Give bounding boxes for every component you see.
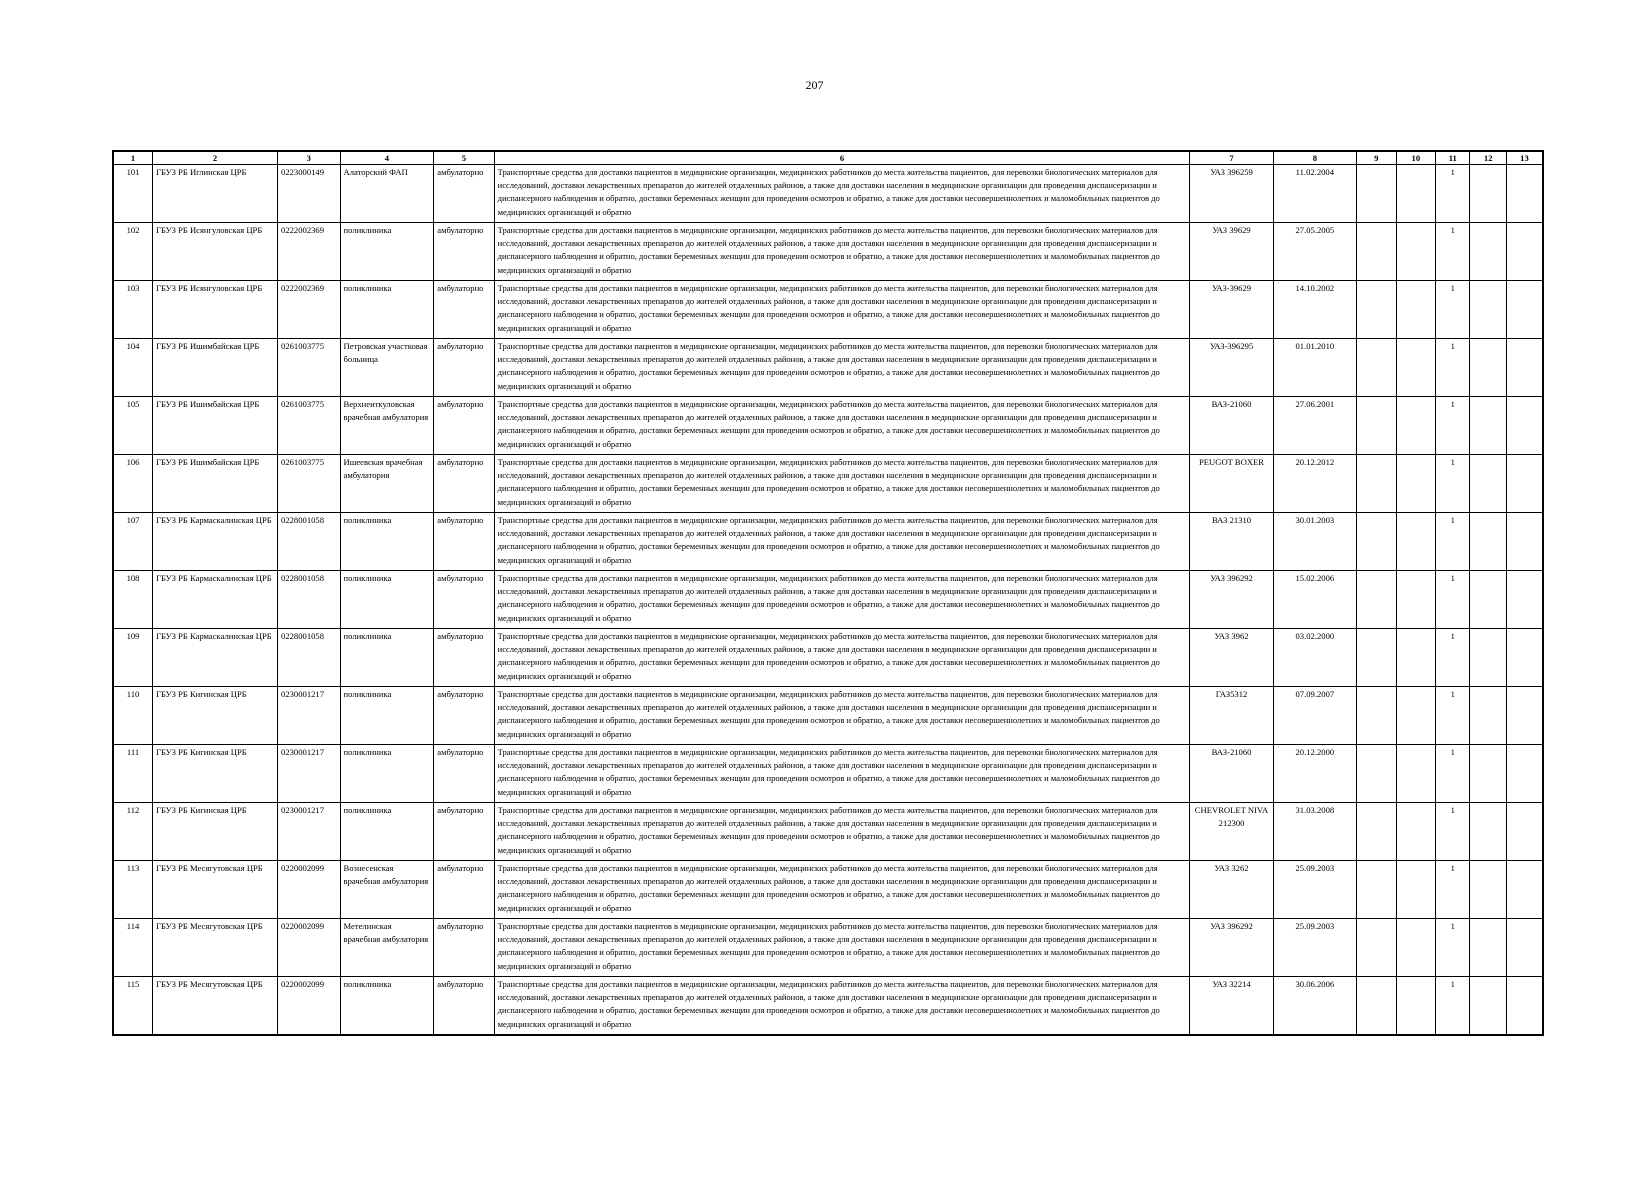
inn-code-cell: 0261003775 — [278, 339, 340, 397]
table-row — [113, 687, 1543, 745]
care-form-cell: амбулаторно — [434, 281, 494, 339]
row-number-cell: 102 — [113, 223, 153, 281]
inn-code-cell: 0228001058 — [278, 571, 340, 629]
column-13-cell — [1506, 687, 1543, 745]
column-10-cell — [1396, 281, 1436, 339]
column-12-cell — [1470, 513, 1506, 571]
care-form-cell: амбулаторно — [434, 339, 494, 397]
inn-code-cell: 0230001217 — [278, 803, 340, 861]
column-header-10: 10 — [1396, 151, 1436, 165]
purpose-description-cell: Транспортные средства для доставки пациентов в медицинские организации, медицинских работников до места жительства пациентов, для перевозки биологических материалов для исследований, доставки лекарственных препаратов до жителей отдаленных районов, а также для доставки населения в медицинские организации для проведения диспансеризации и диспансерного наблюдения и обратно, доставки беременных женщин для проведения осмотров и обратно, а также для доставки несовершеннолетних и маломобильных пациентов до медицинских организаций и обратно — [494, 919, 1190, 977]
page-number: 207 — [805, 78, 824, 92]
row-number-cell: 114 — [113, 919, 153, 977]
purpose-description-cell: Транспортные средства для доставки пациентов в медицинские организации, медицинских работников до места жительства пациентов, для перевозки биологических материалов для исследований, доставки лекарственных препаратов до жителей отдаленных районов, а также для доставки населения в медицинские организации для проведения диспансеризации и диспансерного наблюдения и обратно, доставки беременных женщин для проведения осмотров и обратно, а также для доставки несовершеннолетних и маломобильных пациентов до медицинских организаций и обратно — [494, 861, 1190, 919]
row-number-cell: 105 — [113, 397, 153, 455]
table-row — [113, 803, 1543, 861]
organization-cell: ГБУЗ РБ Ишимбайская ЦРБ — [153, 339, 278, 397]
care-form-cell: амбулаторно — [434, 165, 494, 223]
column-number-header-row — [113, 151, 1543, 165]
vehicle-model-cell: УАЗ 32214 — [1190, 977, 1273, 1036]
column-9-cell — [1357, 803, 1397, 861]
care-form-cell: амбулаторно — [434, 745, 494, 803]
organization-cell: ГБУЗ РБ Кармаскалинская ЦРБ — [153, 629, 278, 687]
count-cell: 1 — [1436, 571, 1470, 629]
column-header-4: 4 — [340, 151, 434, 165]
care-form-cell: амбулаторно — [434, 455, 494, 513]
vehicle-register-table — [112, 150, 1544, 1036]
column-13-cell — [1506, 397, 1543, 455]
subdivision-cell: поликлиника — [340, 687, 434, 745]
row-number-cell: 103 — [113, 281, 153, 339]
column-13-cell — [1506, 165, 1543, 223]
care-form-cell: амбулаторно — [434, 571, 494, 629]
column-10-cell — [1396, 513, 1436, 571]
column-12-cell — [1470, 919, 1506, 977]
issue-date-cell: 25.09.2003 — [1273, 861, 1356, 919]
column-13-cell — [1506, 281, 1543, 339]
column-12-cell — [1470, 455, 1506, 513]
vehicle-model-cell: ВАЗ 21310 — [1190, 513, 1273, 571]
count-cell: 1 — [1436, 339, 1470, 397]
count-cell: 1 — [1436, 861, 1470, 919]
column-10-cell — [1396, 397, 1436, 455]
organization-cell: ГБУЗ РБ Месягутовская ЦРБ — [153, 977, 278, 1036]
care-form-cell: амбулаторно — [434, 861, 494, 919]
column-9-cell — [1357, 861, 1397, 919]
care-form-cell: амбулаторно — [434, 919, 494, 977]
vehicle-model-cell: УАЗ-39629 — [1190, 281, 1273, 339]
organization-cell: ГБУЗ РБ Иглинская ЦРБ — [153, 165, 278, 223]
purpose-description-cell: Транспортные средства для доставки пациентов в медицинские организации, медицинских работников до места жительства пациентов, для перевозки биологических материалов для исследований, доставки лекарственных препаратов до жителей отдаленных районов, а также для доставки населения в медицинские организации для проведения диспансеризации и диспансерного наблюдения и обратно, доставки беременных женщин для проведения осмотров и обратно, а также для доставки несовершеннолетних и маломобильных пациентов до медицинских организаций и обратно — [494, 165, 1190, 223]
column-12-cell — [1470, 977, 1506, 1036]
table-row — [113, 629, 1543, 687]
purpose-description-cell: Транспортные средства для доставки пациентов в медицинские организации, медицинских работников до места жительства пациентов, для перевозки биологических материалов для исследований, доставки лекарственных препаратов до жителей отдаленных районов, а также для доставки населения в медицинские организации для проведения диспансеризации и диспансерного наблюдения и обратно, доставки беременных женщин для проведения осмотров и обратно, а также для доставки несовершеннолетних и маломобильных пациентов до медицинских организаций и обратно — [494, 513, 1190, 571]
purpose-description-cell: Транспортные средства для доставки пациентов в медицинские организации, медицинских работников до места жительства пациентов, для перевозки биологических материалов для исследований, доставки лекарственных препаратов до жителей отдаленных районов, а также для доставки населения в медицинские организации для проведения диспансеризации и диспансерного наблюдения и обратно, доставки беременных женщин для проведения осмотров и обратно, а также для доставки несовершеннолетних и маломобильных пациентов до медицинских организаций и обратно — [494, 397, 1190, 455]
care-form-cell: амбулаторно — [434, 397, 494, 455]
inn-code-cell: 0223000149 — [278, 165, 340, 223]
table-row — [113, 397, 1543, 455]
column-12-cell — [1470, 687, 1506, 745]
inn-code-cell: 0222002369 — [278, 281, 340, 339]
vehicle-model-cell: УАЗ-396295 — [1190, 339, 1273, 397]
subdivision-cell: поликлиника — [340, 281, 434, 339]
purpose-description-cell: Транспортные средства для доставки пациентов в медицинские организации, медицинских работников до места жительства пациентов, для перевозки биологических материалов для исследований, доставки лекарственных препаратов до жителей отдаленных районов, а также для доставки населения в медицинские организации для проведения диспансеризации и диспансерного наблюдения и обратно, доставки беременных женщин для проведения осмотров и обратно, а также для доставки несовершеннолетних и маломобильных пациентов до медицинских организаций и обратно — [494, 455, 1190, 513]
issue-date-cell: 31.03.2008 — [1273, 803, 1356, 861]
table-row — [113, 977, 1543, 1036]
care-form-cell: амбулаторно — [434, 803, 494, 861]
column-9-cell — [1357, 165, 1397, 223]
table-row — [113, 223, 1543, 281]
inn-code-cell: 0228001058 — [278, 629, 340, 687]
organization-cell: ГБУЗ РБ Месягутовская ЦРБ — [153, 919, 278, 977]
column-10-cell — [1396, 571, 1436, 629]
count-cell: 1 — [1436, 687, 1470, 745]
purpose-description-cell: Транспортные средства для доставки пациентов в медицинские организации, медицинских работников до места жительства пациентов, для перевозки биологических материалов для исследований, доставки лекарственных препаратов до жителей отдаленных районов, а также для доставки населения в медицинские организации для проведения диспансеризации и диспансерного наблюдения и обратно, доставки беременных женщин для проведения осмотров и обратно, а также для доставки несовершеннолетних и маломобильных пациентов до медицинских организаций и обратно — [494, 223, 1190, 281]
subdivision-cell: поликлиника — [340, 223, 434, 281]
count-cell: 1 — [1436, 745, 1470, 803]
purpose-description-cell: Транспортные средства для доставки пациентов в медицинские организации, медицинских работников до места жительства пациентов, для перевозки биологических материалов для исследований, доставки лекарственных препаратов до жителей отдаленных районов, а также для доставки населения в медицинские организации для проведения диспансеризации и диспансерного наблюдения и обратно, доставки беременных женщин для проведения осмотров и обратно, а также для доставки несовершеннолетних и маломобильных пациентов до медицинских организаций и обратно — [494, 629, 1190, 687]
count-cell: 1 — [1436, 455, 1470, 513]
vehicle-model-cell: ВАЗ-21060 — [1190, 397, 1273, 455]
purpose-description-cell: Транспортные средства для доставки пациентов в медицинские организации, медицинских работников до места жительства пациентов, для перевозки биологических материалов для исследований, доставки лекарственных препаратов до жителей отдаленных районов, а также для доставки населения в медицинские организации для проведения диспансеризации и диспансерного наблюдения и обратно, доставки беременных женщин для проведения осмотров и обратно, а также для доставки несовершеннолетних и маломобильных пациентов до медицинских организаций и обратно — [494, 745, 1190, 803]
column-10-cell — [1396, 745, 1436, 803]
inn-code-cell: 0261003775 — [278, 455, 340, 513]
column-header-6: 6 — [494, 151, 1190, 165]
care-form-cell: амбулаторно — [434, 513, 494, 571]
row-number-cell: 101 — [113, 165, 153, 223]
column-9-cell — [1357, 629, 1397, 687]
column-10-cell — [1396, 861, 1436, 919]
inn-code-cell: 0220002099 — [278, 977, 340, 1036]
column-10-cell — [1396, 803, 1436, 861]
column-12-cell — [1470, 281, 1506, 339]
count-cell: 1 — [1436, 977, 1470, 1036]
row-number-cell: 111 — [113, 745, 153, 803]
column-13-cell — [1506, 977, 1543, 1036]
column-12-cell — [1470, 745, 1506, 803]
column-12-cell — [1470, 397, 1506, 455]
column-header-9: 9 — [1357, 151, 1397, 165]
row-number-cell: 112 — [113, 803, 153, 861]
inn-code-cell: 0261003775 — [278, 397, 340, 455]
issue-date-cell: 27.06.2001 — [1273, 397, 1356, 455]
issue-date-cell: 20.12.2000 — [1273, 745, 1356, 803]
care-form-cell: амбулаторно — [434, 223, 494, 281]
table-row — [113, 165, 1543, 223]
table-row — [113, 745, 1543, 803]
subdivision-cell: Алаторский ФАП — [340, 165, 434, 223]
count-cell: 1 — [1436, 223, 1470, 281]
column-header-3: 3 — [278, 151, 340, 165]
count-cell: 1 — [1436, 397, 1470, 455]
column-13-cell — [1506, 861, 1543, 919]
subdivision-cell: Петровская участковая больница — [340, 339, 434, 397]
column-9-cell — [1357, 977, 1397, 1036]
care-form-cell: амбулаторно — [434, 687, 494, 745]
subdivision-cell: поликлиника — [340, 745, 434, 803]
column-header-12: 12 — [1470, 151, 1506, 165]
subdivision-cell: Верхнеиткуловская врачебная амбулатория — [340, 397, 434, 455]
issue-date-cell: 03.02.2000 — [1273, 629, 1356, 687]
inn-code-cell: 0228001058 — [278, 513, 340, 571]
column-13-cell — [1506, 339, 1543, 397]
purpose-description-cell: Транспортные средства для доставки пациентов в медицинские организации, медицинских работников до места жительства пациентов, для перевозки биологических материалов для исследований, доставки лекарственных препаратов до жителей отдаленных районов, а также для доставки населения в медицинские организации для проведения диспансеризации и диспансерного наблюдения и обратно, доставки беременных женщин для проведения осмотров и обратно, а также для доставки несовершеннолетних и маломобильных пациентов до медицинских организаций и обратно — [494, 977, 1190, 1036]
purpose-description-cell: Транспортные средства для доставки пациентов в медицинские организации, медицинских работников до места жительства пациентов, для перевозки биологических материалов для исследований, доставки лекарственных препаратов до жителей отдаленных районов, а также для доставки населения в медицинские организации для проведения диспансеризации и диспансерного наблюдения и обратно, доставки беременных женщин для проведения осмотров и обратно, а также для доставки несовершеннолетних и маломобильных пациентов до медицинских организаций и обратно — [494, 281, 1190, 339]
purpose-description-cell: Транспортные средства для доставки пациентов в медицинские организации, медицинских работников до места жительства пациентов, для перевозки биологических материалов для исследований, доставки лекарственных препаратов до жителей отдаленных районов, а также для доставки населения в медицинские организации для проведения диспансеризации и диспансерного наблюдения и обратно, доставки беременных женщин для проведения осмотров и обратно, а также для доставки несовершеннолетних и маломобильных пациентов до медицинских организаций и обратно — [494, 687, 1190, 745]
column-13-cell — [1506, 455, 1543, 513]
table-row — [113, 339, 1543, 397]
inn-code-cell: 0220002099 — [278, 919, 340, 977]
organization-cell: ГБУЗ РБ Кигинская ЦРБ — [153, 803, 278, 861]
organization-cell: ГБУЗ РБ Ишимбайская ЦРБ — [153, 455, 278, 513]
table-row — [113, 861, 1543, 919]
column-13-cell — [1506, 223, 1543, 281]
vehicle-model-cell: УАЗ 39629 — [1190, 223, 1273, 281]
column-13-cell — [1506, 803, 1543, 861]
inn-code-cell: 0230001217 — [278, 745, 340, 803]
row-number-cell: 109 — [113, 629, 153, 687]
vehicle-model-cell: УАЗ 3962 — [1190, 629, 1273, 687]
column-9-cell — [1357, 397, 1397, 455]
count-cell: 1 — [1436, 919, 1470, 977]
column-header-8: 8 — [1273, 151, 1356, 165]
column-10-cell — [1396, 977, 1436, 1036]
count-cell: 1 — [1436, 803, 1470, 861]
subdivision-cell: поликлиника — [340, 629, 434, 687]
column-header-7: 7 — [1190, 151, 1273, 165]
inn-code-cell: 0230001217 — [278, 687, 340, 745]
column-header-13: 13 — [1506, 151, 1543, 165]
column-12-cell — [1470, 803, 1506, 861]
column-12-cell — [1470, 165, 1506, 223]
table-row — [113, 281, 1543, 339]
subdivision-cell: Ишеевская врачебная амбулатория — [340, 455, 434, 513]
issue-date-cell: 15.02.2006 — [1273, 571, 1356, 629]
column-10-cell — [1396, 919, 1436, 977]
organization-cell: ГБУЗ РБ Кармаскалинская ЦРБ — [153, 513, 278, 571]
row-number-cell: 107 — [113, 513, 153, 571]
organization-cell: ГБУЗ РБ Кигинская ЦРБ — [153, 687, 278, 745]
vehicle-model-cell: УАЗ 3262 — [1190, 861, 1273, 919]
count-cell: 1 — [1436, 281, 1470, 339]
vehicle-model-cell: CHEVROLET NIVA 212300 — [1190, 803, 1273, 861]
vehicle-model-cell: УАЗ 396292 — [1190, 919, 1273, 977]
issue-date-cell: 14.10.2002 — [1273, 281, 1356, 339]
organization-cell: ГБУЗ РБ Кармаскалинская ЦРБ — [153, 571, 278, 629]
column-9-cell — [1357, 513, 1397, 571]
subdivision-cell: поликлиника — [340, 571, 434, 629]
row-number-cell: 110 — [113, 687, 153, 745]
issue-date-cell: 30.01.2003 — [1273, 513, 1356, 571]
table-row — [113, 919, 1543, 977]
column-13-cell — [1506, 919, 1543, 977]
column-13-cell — [1506, 571, 1543, 629]
issue-date-cell: 27.05.2005 — [1273, 223, 1356, 281]
table-row — [113, 571, 1543, 629]
column-header-11: 11 — [1436, 151, 1470, 165]
column-12-cell — [1470, 571, 1506, 629]
issue-date-cell: 30.06.2006 — [1273, 977, 1356, 1036]
row-number-cell: 104 — [113, 339, 153, 397]
vehicle-model-cell: PEUGOT BOXER — [1190, 455, 1273, 513]
count-cell: 1 — [1436, 513, 1470, 571]
row-number-cell: 106 — [113, 455, 153, 513]
organization-cell: ГБУЗ РБ Кигинская ЦРБ — [153, 745, 278, 803]
count-cell: 1 — [1436, 165, 1470, 223]
vehicle-model-cell: ГАЗ5312 — [1190, 687, 1273, 745]
column-header-2: 2 — [153, 151, 278, 165]
purpose-description-cell: Транспортные средства для доставки пациентов в медицинские организации, медицинских работников до места жительства пациентов, для перевозки биологических материалов для исследований, доставки лекарственных препаратов до жителей отдаленных районов, а также для доставки населения в медицинские организации для проведения диспансеризации и диспансерного наблюдения и обратно, доставки беременных женщин для проведения осмотров и обратно, а также для доставки несовершеннолетних и маломобильных пациентов до медицинских организаций и обратно — [494, 571, 1190, 629]
vehicle-model-cell: ВАЗ-21060 — [1190, 745, 1273, 803]
issue-date-cell: 11.02.2004 — [1273, 165, 1356, 223]
table-row — [113, 513, 1543, 571]
organization-cell: ГБУЗ РБ Месягутовская ЦРБ — [153, 861, 278, 919]
column-12-cell — [1470, 629, 1506, 687]
table-row — [113, 455, 1543, 513]
column-12-cell — [1470, 339, 1506, 397]
column-10-cell — [1396, 165, 1436, 223]
column-12-cell — [1470, 861, 1506, 919]
column-13-cell — [1506, 745, 1543, 803]
count-cell: 1 — [1436, 629, 1470, 687]
table-body — [113, 165, 1543, 1036]
column-9-cell — [1357, 687, 1397, 745]
issue-date-cell: 20.12.2012 — [1273, 455, 1356, 513]
vehicle-model-cell: УАЗ 396292 — [1190, 571, 1273, 629]
column-9-cell — [1357, 281, 1397, 339]
care-form-cell: амбулаторно — [434, 977, 494, 1036]
column-10-cell — [1396, 223, 1436, 281]
column-10-cell — [1396, 687, 1436, 745]
row-number-cell: 115 — [113, 977, 153, 1036]
organization-cell: ГБУЗ РБ Исянгуловская ЦРБ — [153, 281, 278, 339]
row-number-cell: 108 — [113, 571, 153, 629]
column-header-1: 1 — [113, 151, 153, 165]
column-9-cell — [1357, 745, 1397, 803]
care-form-cell: амбулаторно — [434, 629, 494, 687]
inn-code-cell: 0220002099 — [278, 861, 340, 919]
inn-code-cell: 0222002369 — [278, 223, 340, 281]
column-13-cell — [1506, 513, 1543, 571]
column-10-cell — [1396, 455, 1436, 513]
organization-cell: ГБУЗ РБ Исянгуловская ЦРБ — [153, 223, 278, 281]
column-9-cell — [1357, 919, 1397, 977]
column-9-cell — [1357, 339, 1397, 397]
subdivision-cell: Вознесенская врачебная амбулатория — [340, 861, 434, 919]
column-9-cell — [1357, 455, 1397, 513]
column-9-cell — [1357, 223, 1397, 281]
row-number-cell: 113 — [113, 861, 153, 919]
subdivision-cell: поликлиника — [340, 803, 434, 861]
column-header-5: 5 — [434, 151, 494, 165]
column-10-cell — [1396, 629, 1436, 687]
subdivision-cell: поликлиника — [340, 513, 434, 571]
purpose-description-cell: Транспортные средства для доставки пациентов в медицинские организации, медицинских работников до места жительства пациентов, для перевозки биологических материалов для исследований, доставки лекарственных препаратов до жителей отдаленных районов, а также для доставки населения в медицинские организации для проведения диспансеризации и диспансерного наблюдения и обратно, доставки беременных женщин для проведения осмотров и обратно, а также для доставки несовершеннолетних и маломобильных пациентов до медицинских организаций и обратно — [494, 803, 1190, 861]
column-12-cell — [1470, 223, 1506, 281]
organization-cell: ГБУЗ РБ Ишимбайская ЦРБ — [153, 397, 278, 455]
column-10-cell — [1396, 339, 1436, 397]
issue-date-cell: 07.09.2007 — [1273, 687, 1356, 745]
subdivision-cell: Метелинская врачебная амбулатория — [340, 919, 434, 977]
column-13-cell — [1506, 629, 1543, 687]
subdivision-cell: поликлиника — [340, 977, 434, 1036]
vehicle-model-cell: УАЗ 396259 — [1190, 165, 1273, 223]
purpose-description-cell: Транспортные средства для доставки пациентов в медицинские организации, медицинских работников до места жительства пациентов, для перевозки биологических материалов для исследований, доставки лекарственных препаратов до жителей отдаленных районов, а также для доставки населения в медицинские организации для проведения диспансеризации и диспансерного наблюдения и обратно, доставки беременных женщин для проведения осмотров и обратно, а также для доставки несовершеннолетних и маломобильных пациентов до медицинских организаций и обратно — [494, 339, 1190, 397]
issue-date-cell: 01.01.2010 — [1273, 339, 1356, 397]
column-9-cell — [1357, 571, 1397, 629]
issue-date-cell: 25.09.2003 — [1273, 919, 1356, 977]
